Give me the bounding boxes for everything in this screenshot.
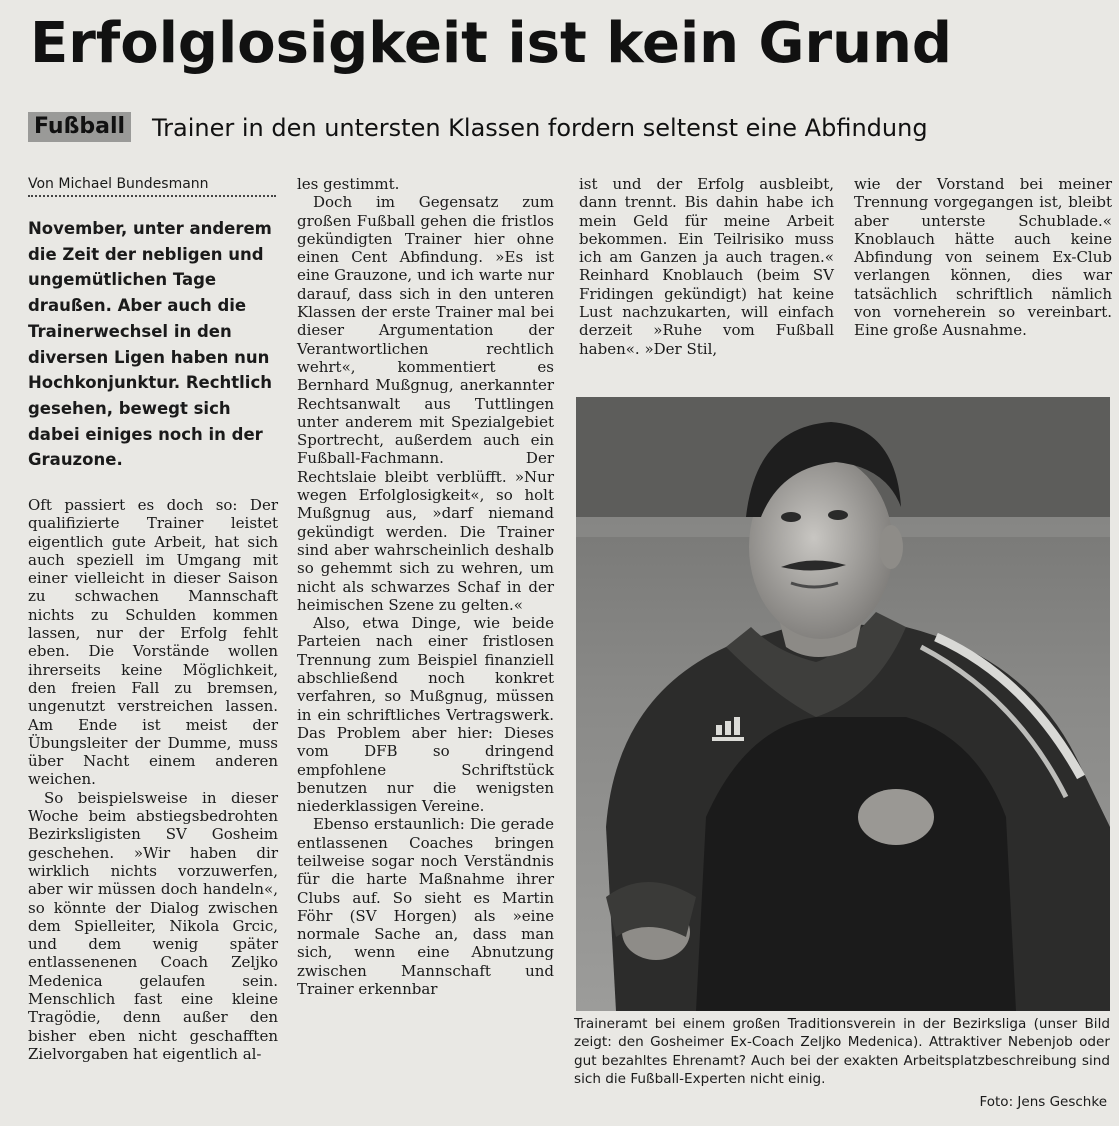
article-column-4 (854, 175, 1112, 340)
body-paragraph: Also, etwa Dinge, wie beide Parteien nach einer fristlosen Trennung zum Beispiel finanziell abschließend noch konkret verfahren, so Mußgnug, müssen in ein schriftliches Vertragswerk. Das Problem aber hier: Dieses vom DFB so dringend empfohlene Schriftstück benutzen nur die wenigsten niederklassigen Vereine. (297, 614, 554, 816)
photo-caption: Traineramt bei einem großen Traditionsverein in der Bezirksliga (unser Bild zeigt: den Gosheimer Ex-Coach Zeljko Medenica). Attraktiver Nebenjob oder gut bezahltes Ehrenamt? Auch bei der exakten Arbeitsplatzbeschreibung sind sich die Fußball-Experten nicht einig. (574, 1016, 1110, 1088)
article-column-3 (579, 175, 834, 358)
lead-paragraph: November, unter anderem die Zeit der nebligen und ungemütlichen Tage draußen. Aber auch die Trainerwechsel in den diversen Ligen haben nun Hochkonjunktur. Rechtlich gesehen, bewegt sich dabei einiges noch in der Grauzone. (28, 219, 272, 470)
body-paragraph: ist und der Erfolg ausbleibt, dann trennt. Bis dahin habe ich mein Geld für meine Arbeit bekommen. Ein Teilrisiko muss ich am Ganzen ja auch tragen.« Reinhard Knoblauch (beim SV Fridingen gekündigt) hat keine Lust nachzukarten, will einfach derzeit »Ruhe vom Fußball haben«. »Der Stil, (579, 175, 834, 358)
body-paragraph: wie der Vorstand bei meiner Trennung vorgegangen ist, bleibt aber unterste Schublade.« Knoblauch hätte auch keine Abfindung von seinem Ex-Club verlangen können, dies war tatsächlich schriftlich nämlich von vorneherein so vereinbart. Eine große Ausnahme. (854, 175, 1112, 340)
jogging-coach-illustration (576, 397, 1110, 1011)
headline: Erfolglosigkeit ist kein Grund (30, 11, 952, 76)
subheadline: Trainer in den untersten Klassen fordern seltenst eine Abfindung (152, 114, 928, 142)
body-paragraph: So beispielsweise in dieser Woche beim abstiegsbedrohten Bezirksligisten SV Gosheim geschehen. »Wir haben dir wirklich nichts vorzuwerfen, aber wir müssen doch handeln«, so könnte der Dialog zwischen dem Spielleiter, Nikola Grcic, und dem wenig später entlassenenen Coach Zeljko Medenica gelaufen sein. Menschlich fast eine kleine Tragödie, denn außer den bisher eben nicht geschafften Zielvorgaben hat eigentlich al- (28, 788, 278, 1063)
photo-credit: Foto: Jens Geschke (979, 1094, 1107, 1110)
body-paragraph: Oft passiert es doch so: Der qualifizierte Trainer leistet eigentlich gute Arbeit, hat sich auch speziell im Umgang mit einer vielleicht in dieser Saison zu schwachen Mannschaft nichts zu Schulden kommen lassen, nur der Erfolg fehlt eben. Die Vorstände wollen ihrerseits keine Möglichkeit, den freien Fall zu bremsen, ungenutzt verstreichen lassen. Am Ende ist meist der Übungsleiter der Dumme, muss über Nacht einem anderen weichen. (28, 496, 278, 789)
byline: Von Michael Bundesmann (28, 175, 276, 197)
body-paragraph: les gestimmt. (297, 175, 400, 193)
article-column-2 (297, 175, 554, 998)
body-paragraph: Ebenso erstaunlich: Die gerade entlassenen Coaches bringen teilweise sogar noch Verständnis für die harte Maßnahme ihrer Clubs auf. So sieht es Martin Föhr (SV Horgen) als »eine normale Sache an, dass man sich, wenn eine Abnutzung zwischen Mannschaft und Trainer erkennbar (297, 815, 554, 999)
article-column-1 (28, 496, 278, 1063)
body-paragraph: Doch im Gegensatz zum großen Fußball gehen die fristlos gekündigten Trainer hier ohne einen Cent Abfindung. »Es ist eine Grauzone, und ich warte nur darauf, dass sich in den unteren Klassen der erste Trainer mal bei dieser Argumentation der Verantwortlichen rechtlich wehrt«, kommentiert es Bernhard Mußgnug, anerkannter Rechtsanwalt aus Tuttlingen unter anderem mit Spezialgebiet Sportrecht, außerdem auch ein Fußball-Fachmann. Der Rechtslaie bleibt verblüfft. »Nur wegen Erfolglosigkeit«, so holt Mußgnug aus, »darf niemand gekündigt werden. Die Trainer sind aber wahrscheinlich deshalb so gehemmt sich zu wehren, um nicht als schwarzes Schaf in der heimischen Szene zu gelten.« (297, 193, 554, 614)
section-kicker: Fußball (28, 112, 131, 142)
coach-photo (576, 397, 1110, 1011)
